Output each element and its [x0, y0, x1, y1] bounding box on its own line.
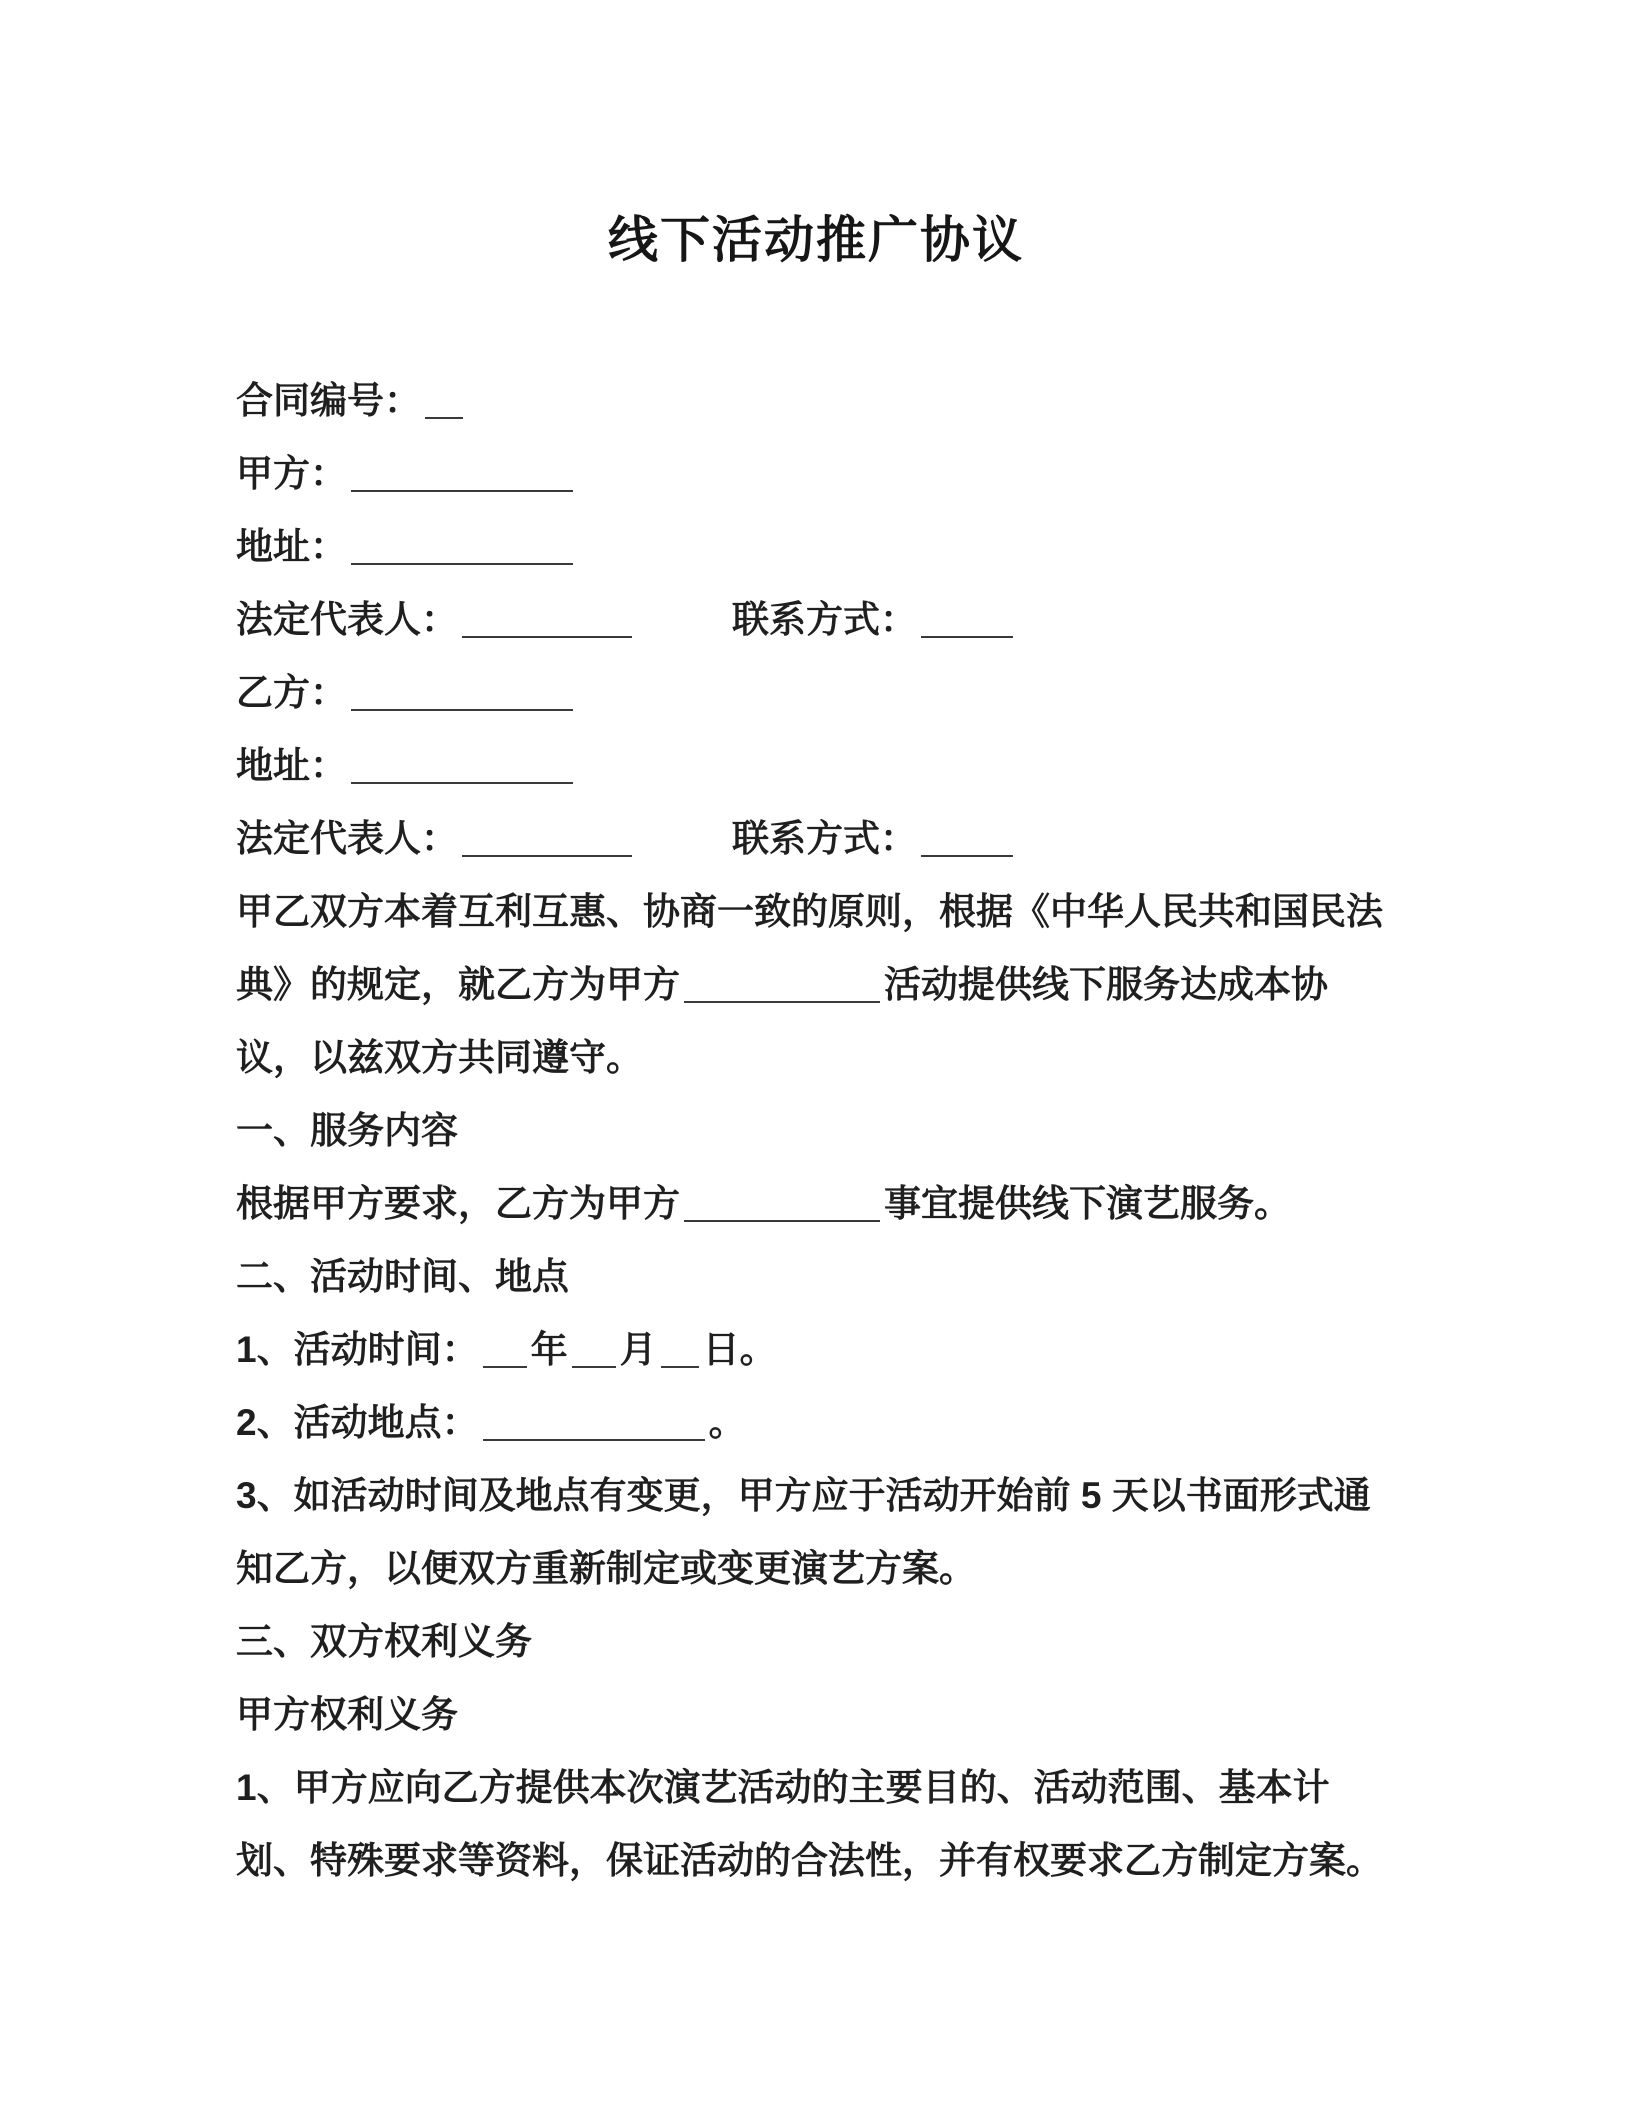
event-month-blank [572, 1328, 616, 1368]
event-location-blank [483, 1401, 705, 1441]
party-b-contact-blank [921, 817, 1013, 857]
party-a-blank [351, 452, 573, 492]
party-a-rep-blank [462, 598, 632, 638]
contract-number-label: 合同编号： [236, 380, 421, 421]
party-b-blank [351, 671, 573, 711]
party-a-address-blank [351, 525, 573, 565]
section2-heading: 二、活动时间、地点 [236, 1256, 569, 1297]
party-a-address-label: 地址： [236, 526, 347, 567]
party-b-rep-row [236, 802, 1400, 875]
party-a-rep-row [236, 583, 1400, 656]
contract-number-row [236, 364, 1400, 437]
party-b-rep-label: 法定代表人： [236, 818, 458, 859]
intro-paragraph [236, 875, 1400, 1094]
section2-item2-row [236, 1386, 1400, 1459]
section1-text-before: 根据甲方要求，乙方为甲方 [236, 1183, 680, 1224]
event-year-blank [483, 1328, 527, 1368]
section2-item3-paragraph: 3、如活动时间及地点有变更，甲方应于活动开始前 5 天以书面形式通知乙方，以便双方重新制定或变更演艺方案。 [236, 1475, 1371, 1589]
party-b-address-row [236, 729, 1400, 802]
section1-text-after: 事宜提供线下演艺服务。 [884, 1183, 1291, 1224]
party-a-rep-label: 法定代表人： [236, 599, 458, 640]
intro-text-before: 甲乙双方本着互利互惠、协商一致的原则，根据《中华人民共和国民法典》的规定，就乙方为甲方 [236, 891, 1383, 1005]
party-b-address-blank [351, 744, 573, 784]
event-location-period: 。 [708, 1402, 746, 1443]
party-b-label: 乙方： [236, 672, 347, 713]
event-year-label: 年 [530, 1329, 568, 1370]
party-a-address-row [236, 510, 1400, 583]
intro-activity-blank [684, 963, 880, 1003]
section3-subheading: 甲方权利义务 [236, 1694, 458, 1735]
party-b-rep-blank [462, 817, 632, 857]
event-day-label: 日。 [702, 1329, 777, 1370]
document-title: 线下活动推广协议 [608, 212, 1024, 268]
event-day-blank [661, 1328, 699, 1368]
section3-heading: 三、双方权利义务 [236, 1621, 532, 1662]
section1-matter-blank [684, 1182, 880, 1222]
party-a-row [236, 437, 1400, 510]
party-b-row [236, 656, 1400, 729]
document-body [236, 364, 1400, 1897]
section2-item1-row [236, 1313, 1400, 1386]
party-b-address-label: 地址： [236, 745, 347, 786]
party-a-contact-label: 联系方式： [732, 599, 917, 640]
section3-item1-paragraph: 1、甲方应向乙方提供本次演艺活动的主要目的、活动范围、基本计划、特殊要求等资料，保证活动的合法性，并有权要求乙方制定方案。 [236, 1767, 1383, 1881]
party-a-contact-blank [921, 598, 1013, 638]
intro-text-after: 活动提供线下服务达成本协议，以兹双方共同遵守。 [236, 964, 1328, 1078]
event-month-label: 月 [619, 1329, 657, 1370]
party-b-contact-label: 联系方式： [732, 818, 917, 859]
section1-paragraph [236, 1167, 1400, 1240]
event-time-label: 1、活动时间： [236, 1329, 479, 1370]
event-location-label: 2、活动地点： [236, 1402, 479, 1443]
party-a-label: 甲方： [236, 453, 347, 494]
section1-heading: 一、服务内容 [236, 1110, 458, 1151]
contract-number-blank [425, 379, 463, 419]
